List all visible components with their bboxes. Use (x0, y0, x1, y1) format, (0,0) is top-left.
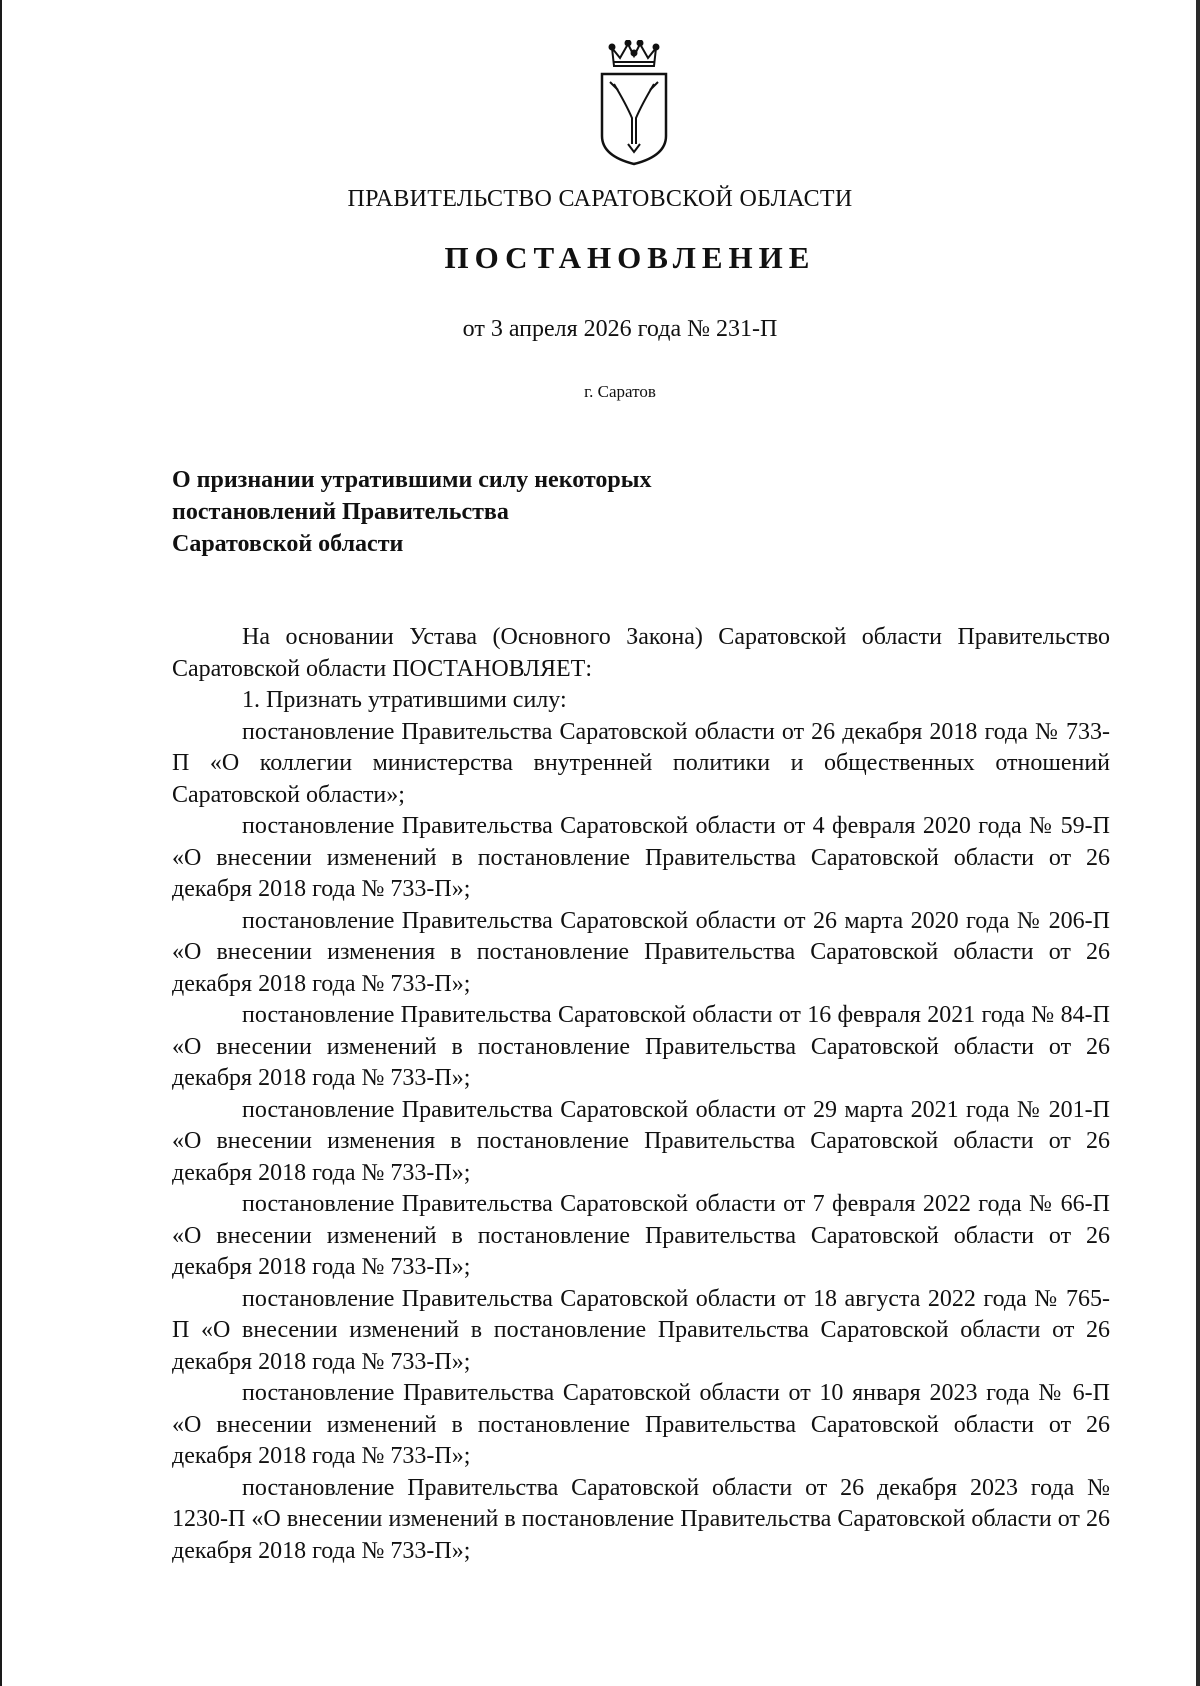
document-body (172, 622, 1110, 1567)
preamble-paragraph: На основании Устава (Основного Закона) Саратовской области Правительство Саратовской области ПОСТАНОВЛЯЕТ: (172, 624, 1110, 682)
repealed-act-entry: постановление Правительства Саратовской области от 4 февраля 2020 года № 59-П «О внесении изменений в постановление Правительства Саратовской области от 26 декабря 2018 года № 733-П»; (172, 813, 1110, 902)
repealed-act-entry: постановление Правительства Саратовской области от 26 марта 2020 года № 206-П «О внесении изменения в постановление Правительства Саратовской области от 26 декабря 2018 года № 733-П»; (172, 907, 1110, 997)
document-title-line: постановлений Правительства (172, 499, 509, 525)
repealed-act-entry: постановление Правительства Саратовской области от 7 февраля 2022 года № 66-П «О внесении изменений в постановление Правительства Саратовской области от 26 декабря 2018 года № 733-П»; (172, 1191, 1110, 1280)
document-title (172, 464, 812, 560)
repealed-act-entry: постановление Правительства Саратовской области от 10 января 2023 года № 6-П «О внесении изменений в постановление Правительства Саратовской области от 26 декабря 2018 года № 733-П»; (172, 1380, 1110, 1469)
repealed-act-entry: постановление Правительства Саратовской области от 16 февраля 2021 года № 84-П «О внесении изменений в постановление Правительства Саратовской области от 26 декабря 2018 года № 733-П»; (172, 1002, 1110, 1091)
item-1-paragraph: 1. Признать утратившими силу: (242, 687, 567, 713)
repealed-act-entry: постановление Правительства Саратовской области от 29 марта 2021 года № 201-П «О внесении изменения в постановление Правительства Саратовской области от 26 декабря 2018 года № 733-П»; (172, 1096, 1110, 1186)
document-title-line: О признании утратившими силу некоторых (172, 467, 652, 493)
document-title-line: Саратовской области (172, 531, 404, 557)
document-type: ПОСТАНОВЛЕНИЕ (444, 240, 816, 275)
document-city: г. Саратов (584, 382, 656, 401)
government-name: ПРАВИТЕЛЬСТВО САРАТОВСКОЙ ОБЛАСТИ (347, 186, 853, 212)
repealed-act-entry: постановление Правительства Саратовской области от 26 декабря 2023 года № 1230-П «О внесении изменений в постановление Правительства Саратовской области от 26 декабря 2018 года № 733-П»; (172, 1474, 1110, 1564)
repealed-act-entry: постановление Правительства Саратовской области от 18 августа 2022 года № 765-П «О внесении изменений в постановление Правительства Саратовской области от 26 декабря 2018 года № 733-П»; (172, 1285, 1110, 1375)
repealed-act-entry: постановление Правительства Саратовской области от 26 декабря 2018 года № 733-П «О коллегии министерства внутренней политики и общественных отношений Саратовской области»; (172, 718, 1110, 808)
coat-of-arms-emblem (598, 40, 670, 168)
document-date-number: от 3 апреля 2026 года № 231-П (462, 316, 778, 342)
